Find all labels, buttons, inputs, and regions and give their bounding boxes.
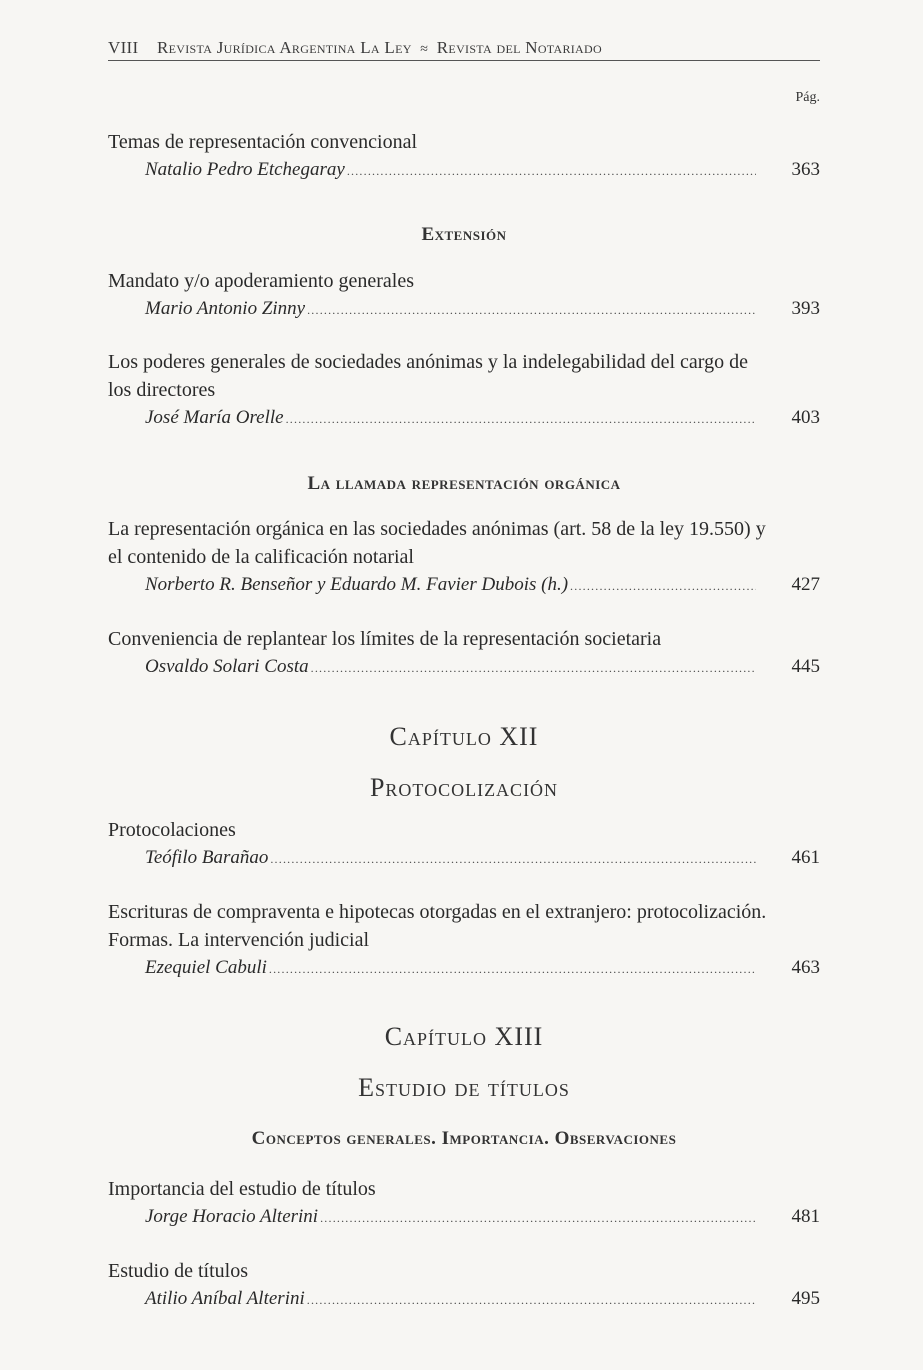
entry-author: Mario Antonio Zinny [145, 298, 306, 319]
dot-leader [270, 845, 756, 873]
chapter-title-xii: Protocolización [369, 773, 559, 802]
running-head [108, 38, 820, 61]
section-heading-representacion-organica: La llamada representación orgánica [307, 473, 621, 494]
entry-author: Norberto R. Benseñor y Eduardo M. Favier Dubois (h.) [145, 574, 569, 595]
toc-page [108, 0, 820, 1370]
entry-title: Escrituras de compraventa e hipotecas otorgadas en el extranjero: protocolización. Formas. La intervención judicial [108, 901, 767, 951]
entry-author: Osvaldo Solari Costa [145, 656, 309, 677]
entry-author: Jorge Horacio Alterini [145, 1206, 319, 1227]
entry-page: 495 [791, 1288, 820, 1309]
toc-entry[interactable] [108, 1175, 820, 1232]
section-heading-extension: Extensión [421, 224, 507, 245]
folio: VIII [108, 38, 139, 57]
entry-author: Teófilo Barañao [145, 847, 269, 868]
toc-entry[interactable] [108, 625, 820, 682]
entry-page: 481 [791, 1206, 820, 1227]
entry-title: Mandato y/o apoderamiento generales [108, 270, 414, 292]
section-heading-conceptos-generales: Conceptos generales. Importancia. Observaciones [251, 1128, 677, 1149]
toc-entry[interactable] [108, 515, 820, 600]
toc-entry[interactable] [108, 816, 820, 873]
entry-title: La representación orgánica en las sociedades anónimas (art. 58 de la ley 19.550) y el contenido de la calificación notarial [108, 518, 766, 568]
dot-leader [347, 157, 756, 185]
entry-title: Conveniencia de replantear los límites de la representación societaria [108, 628, 662, 650]
entry-page: 393 [791, 298, 820, 319]
toc-entry[interactable] [108, 1257, 820, 1314]
dot-leader [320, 1204, 756, 1232]
page-column-label: Pág. [795, 90, 820, 105]
chapter-label-xii: Capítulo XII [389, 722, 539, 751]
toc-entry[interactable] [108, 898, 820, 983]
entry-title: Temas de representación convencional [108, 131, 418, 153]
entry-author: José María Orelle [145, 407, 284, 428]
toc-entry[interactable] [108, 128, 820, 185]
journal-title-right: Revista del Notariado [436, 38, 602, 57]
entry-page: 427 [791, 574, 820, 595]
dot-leader [307, 1286, 756, 1314]
entry-page: 363 [791, 159, 820, 180]
chapter-label-xiii: Capítulo XIII [384, 1022, 544, 1051]
entry-title: Estudio de títulos [108, 1260, 248, 1282]
chapter-title-xiii: Estudio de títulos [358, 1073, 570, 1102]
entry-title: Los poderes generales de sociedades anónimas y la indelegabilidad del cargo de los directores [108, 351, 748, 401]
toc-entry[interactable] [108, 267, 820, 324]
separator-icon: ≈ [420, 42, 429, 57]
entry-page: 461 [791, 847, 820, 868]
dot-leader [286, 405, 756, 433]
entry-author: Natalio Pedro Etchegaray [145, 159, 345, 180]
entry-title: Importancia del estudio de títulos [108, 1178, 376, 1200]
dot-leader [570, 572, 756, 600]
dot-leader [307, 296, 756, 324]
journal-title-left: Revista Jurídica Argentina La Ley [157, 38, 412, 57]
entry-page: 445 [791, 656, 820, 677]
entry-author: Atilio Aníbal Alterini [145, 1288, 305, 1309]
entry-author: Ezequiel Cabuli [145, 957, 267, 978]
entry-page: 403 [791, 407, 820, 428]
dot-leader [269, 955, 756, 983]
dot-leader [311, 654, 756, 682]
entry-page: 463 [791, 957, 820, 978]
toc-entry[interactable] [108, 348, 820, 433]
entry-title: Protocolaciones [108, 819, 236, 841]
